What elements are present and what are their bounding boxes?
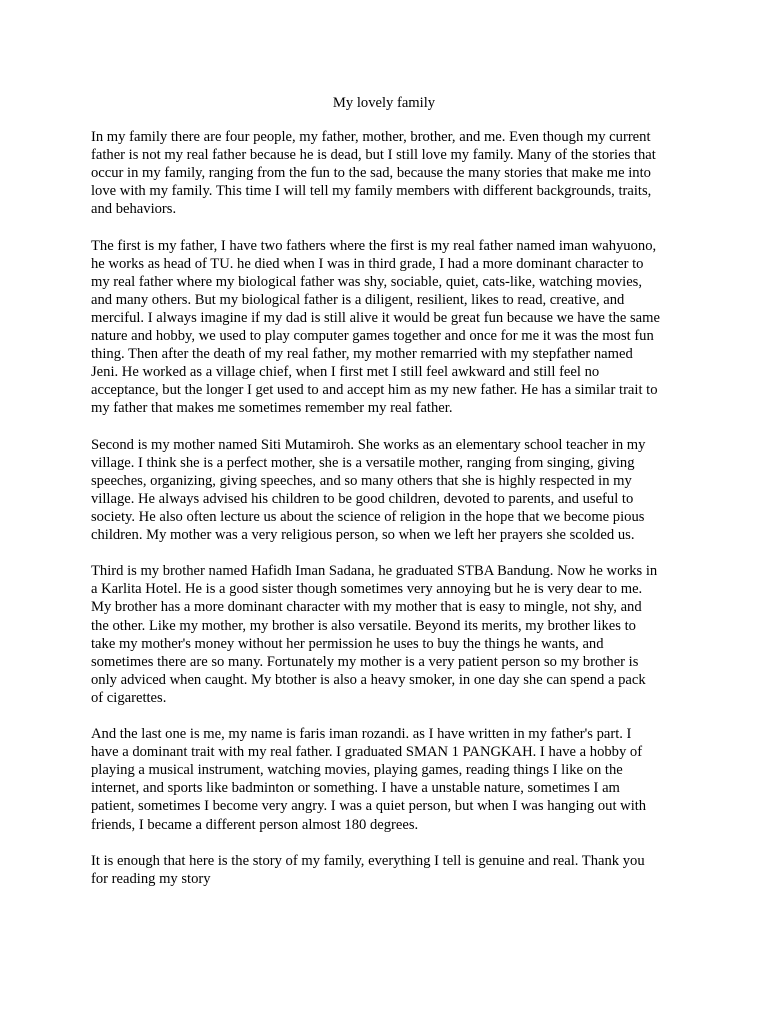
- text-line: village. I think she is a perfect mother, she is a versatile mother, ranging from singing, giving: [91, 454, 635, 471]
- paragraph-father: [91, 237, 691, 418]
- text-line: village. He always advised his children to be good children, devoted to parents, and useful to: [91, 490, 634, 507]
- text-line: a Karlita Hotel. He is a good sister though sometimes very annoying but he is very dear to me.: [91, 581, 643, 598]
- text-line: father is not my real father because he is dead, but I still love my family. Many of the stories that: [91, 147, 656, 164]
- text-line: My brother has a more dominant character with my mother that is easy to mingle, not shy, and: [91, 599, 642, 616]
- text-line: playing a musical instrument, watching movies, playing games, reading things I like on the: [91, 762, 623, 779]
- text-line: my father that makes me sometimes remember my real father.: [91, 400, 453, 417]
- text-line: The first is my father, I have two fathers where the first is my real father named iman wahyuono,: [91, 237, 657, 254]
- text-line: the other. Like my mother, my brother is also versatile. Beyond its merits, my brother likes to: [91, 617, 636, 634]
- text-line: take my mother's money without her permission he uses to buy the things he wants, and: [91, 635, 604, 652]
- text-line: society. He also often lecture us about the science of religion in the hope that we become pious: [91, 508, 645, 525]
- text-line: sometimes there are so many. Fortunately my mother is a very patient person so my brother is: [91, 653, 639, 670]
- text-line: merciful. I always imagine if my dad is still alive it would be great fun because we have the same: [91, 309, 660, 326]
- document-title: My lovely family: [332, 95, 436, 111]
- text-line: internet, and sports like badminton or something. I have a unstable nature, sometimes I am: [91, 780, 620, 797]
- text-line: and behaviors.: [91, 201, 177, 218]
- paragraph-mother: [91, 436, 691, 545]
- document-body: [91, 128, 691, 906]
- text-line: acceptance, but the longer I get used to and accept him as my new father. He has a similar trait to: [91, 382, 658, 399]
- text-line: Third is my brother named Hafidh Iman Sadana, he graduated STBA Bandung. Now he works in: [91, 563, 658, 580]
- text-line: love with my family. This time I will tell my family members with different backgrounds, traits,: [91, 183, 652, 200]
- text-line: my real father where my biological father was shy, sociable, quiet, cats-like, watching movies,: [91, 273, 642, 290]
- paragraph-closing: [91, 852, 691, 888]
- text-line: And the last one is me, my name is faris iman rozandi. as I have written in my father's part. I: [91, 726, 632, 743]
- text-line: thing. Then after the death of my real father, my mother remarried with my stepfather named: [91, 346, 633, 363]
- text-line: occur in my family, ranging from the fun to the sad, because the many stories that make me into: [91, 165, 651, 182]
- text-line: children. My mother was a very religious person, so when we left her prayers she scolded us.: [91, 527, 635, 544]
- text-line: Jeni. He worked as a village chief, when I first met I still feel awkward and still feel no: [91, 364, 600, 381]
- text-line: have a dominant trait with my real father. I graduated SMAN 1 PANGKAH. I have a hobby of: [91, 744, 643, 761]
- text-line: In my family there are four people, my father, mother, brother, and me. Even though my current: [91, 129, 651, 145]
- text-line: he works as head of TU. he died when I was in third grade, I had a more dominant character to: [91, 255, 644, 272]
- text-line: It is enough that here is the story of my family, everything I tell is genuine and real. Thank you: [91, 852, 645, 869]
- text-line: speeches, organizing, giving speeches, and so many others that she is highly respected in my: [91, 472, 632, 489]
- text-line: for reading my story: [91, 870, 211, 887]
- text-line: patient, sometimes I become very angry. I was a quiet person, but when I was hanging out with: [91, 798, 647, 815]
- text-line: and many others. But my biological father is a diligent, resilient, likes to read, creative, and: [91, 291, 625, 308]
- paragraph-me: [91, 725, 691, 834]
- paragraph-intro: [91, 128, 691, 218]
- text-line: Second is my mother named Siti Mutamiroh. She works as an elementary school teacher in my: [91, 436, 646, 453]
- text-line: only adviced when caught. My btother is also a heavy smoker, in one day she can spend a pack: [91, 671, 646, 688]
- text-line: nature and hobby, we used to play computer games together and once for me it was the most fun: [91, 328, 654, 345]
- paragraph-brother: [91, 562, 691, 707]
- text-line: of cigarettes.: [91, 689, 167, 706]
- text-line: friends, I became a different person almost 180 degrees.: [91, 816, 419, 833]
